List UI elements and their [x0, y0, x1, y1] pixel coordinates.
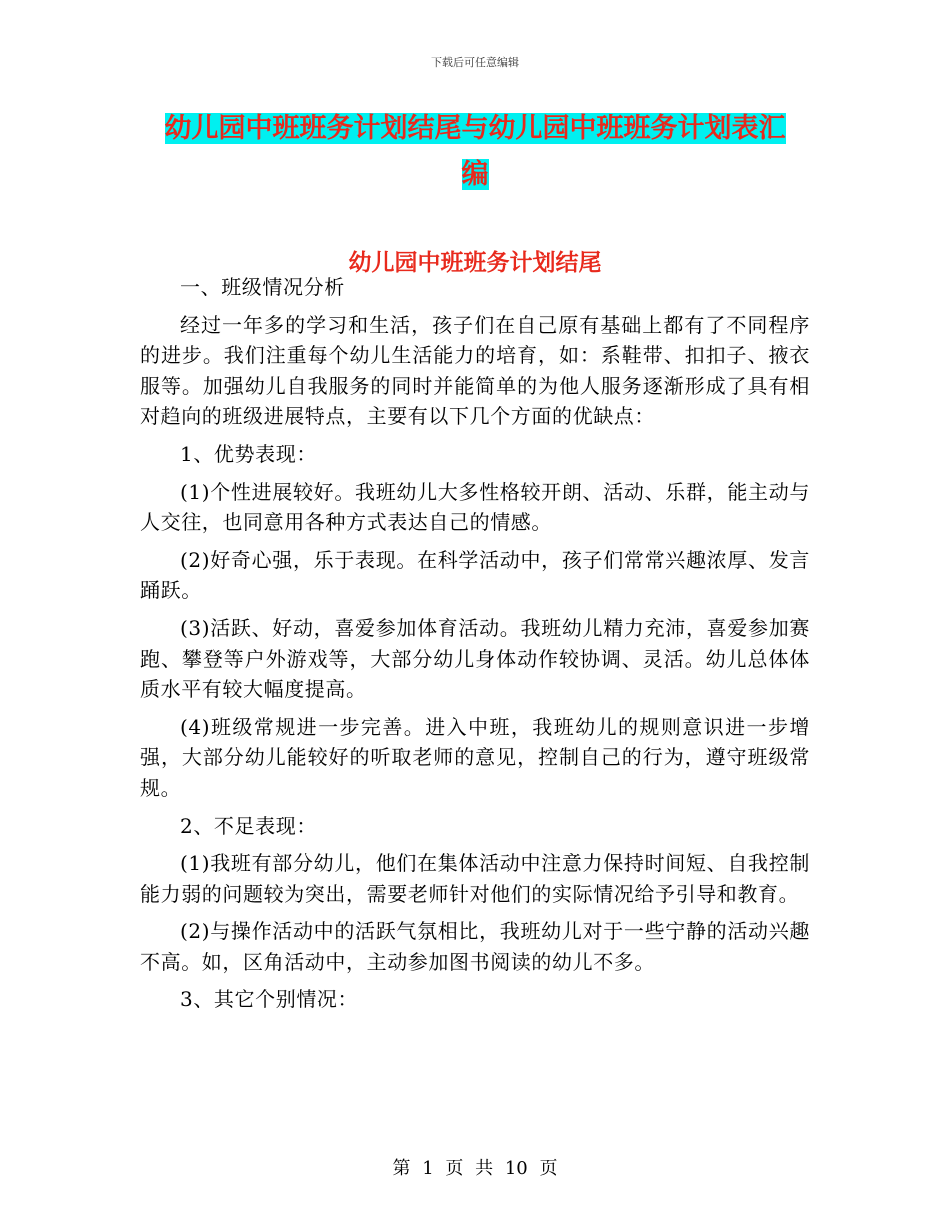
- document-body: [140, 272, 810, 1022]
- page-number: 第 1 页 共 10 页: [392, 1158, 558, 1179]
- paragraph: 经过一年多的学习和生活，孩子们在自己原有基础上都有了不同程序的进步。我们注重每个幼儿生活能力的培育，如：系鞋带、扣扣子、掖衣服等。加强幼儿自我服务的同时并能简单的为他人服务逐渐形成了具有相对趋向的班级进展特点，主要有以下几个方面的优缺点：: [140, 312, 810, 429]
- paragraph: 一、班级情况分析: [180, 275, 345, 299]
- paragraph: 1、优势表现：: [180, 441, 317, 466]
- document-title-line2: 编: [461, 159, 489, 190]
- document-title: [140, 106, 810, 198]
- paragraph: (1)个性进展较好。我班幼儿大多性格较开朗、活动、乐群，能主动与人交往，也同意用各种方式表达自己的情感。: [140, 479, 810, 535]
- paragraph: (2)好奇心强，乐于表现。在科学活动中，孩子们常常兴趣浓厚、发言踊跃。: [140, 547, 810, 603]
- paragraph: 3、其它个别情况：: [180, 987, 359, 1012]
- paragraph: (1)我班有部分幼儿，他们在集体活动中注意力保持时间短、自我控制能力弱的问题较为突出，需要老师针对他们的实际情况给予引导和教育。: [140, 851, 810, 906]
- paragraph: (3)活跃、好动，喜爱参加体育活动。我班幼儿精力充沛，喜爱参加赛跑、攀登等户外游戏等，大部分幼儿身体动作较协调、灵活。幼儿总体体质水平有较大幅度提高。: [140, 615, 810, 702]
- section-title: 幼儿园中班班务计划结尾: [348, 250, 602, 276]
- paragraph: (2)与操作活动中的活跃气氛相比，我班幼儿对于一些宁静的活动兴趣不高。如，区角活动中，主动参加图书阅读的幼儿不多。: [140, 919, 810, 974]
- page-header-note: 下载后可任意编辑: [431, 56, 519, 69]
- paragraph: (4)班级常规进一步完善。进入中班，我班幼儿的规则意识进一步增强，大部分幼儿能较好的听取老师的意见，控制自己的行为，遵守班级常规。: [140, 714, 810, 800]
- document-title-line1: 幼儿园中班班务计划结尾与幼儿园中班班务计划表汇: [164, 113, 786, 144]
- paragraph: 2、不足表现：: [180, 813, 317, 838]
